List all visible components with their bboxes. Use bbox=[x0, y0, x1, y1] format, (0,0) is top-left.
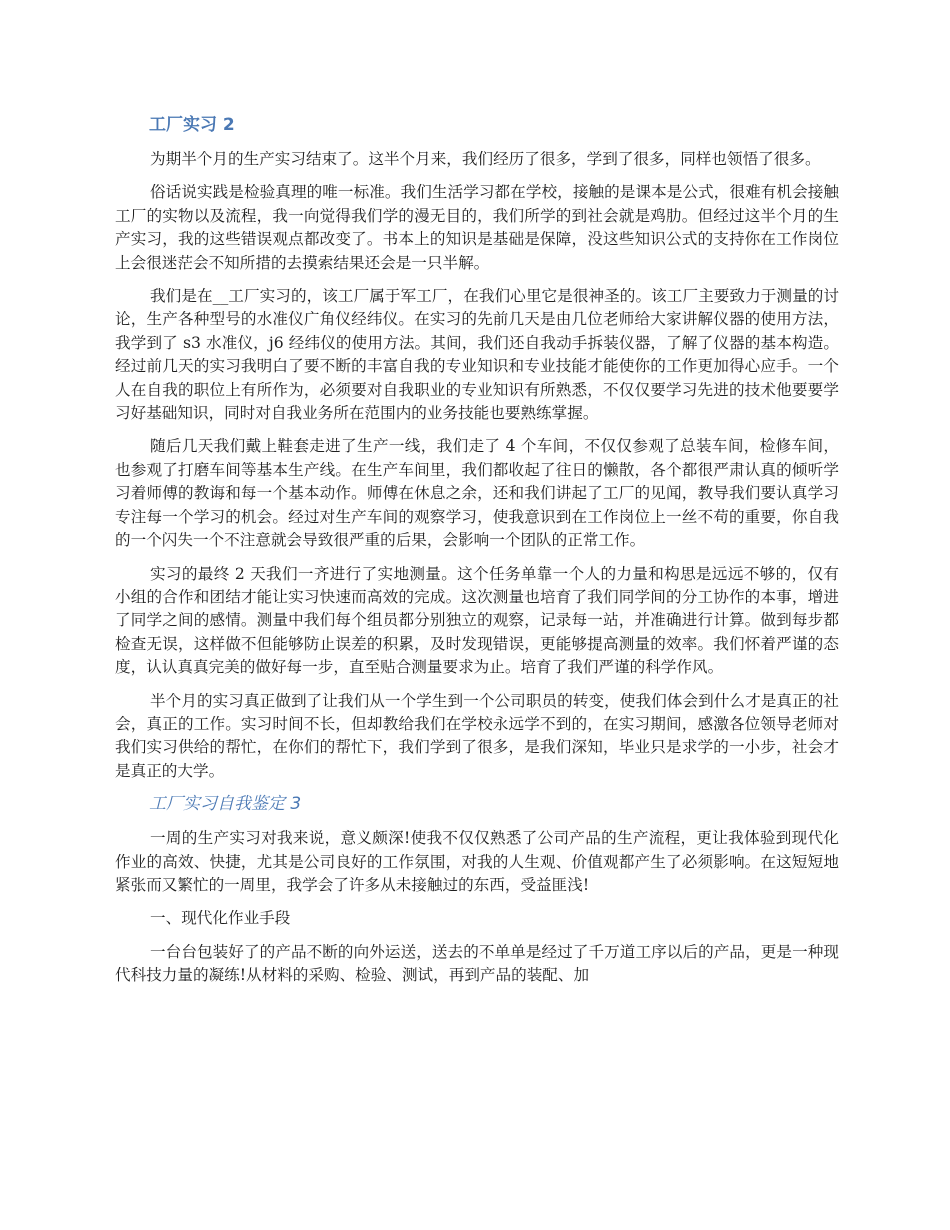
paragraph: 一台台包装好了的产品不断的向外运送，送去的不单单是经过了千万道工序以后的产品，更是一种现代科技力量的凝练!从材料的采购、检验、测试，再到产品的装配、加 bbox=[115, 942, 839, 985]
paragraph: 随后几天我们戴上鞋套走进了生产一线，我们走了 4 个车间，不仅仅参观了总装车间，检修车间，也参观了打磨车间等基本生产线。在生产车间里，我们都收起了往日的懒散，各个都很严肃认真的倾听学习着师傅的教诲和每一个基本动作。师傅在休息之余，还和我们讲起了工厂的见闻，教导我们要认真学习专注每一个学习的机会。经过对生产车间的观察学习，使我意识到在工作岗位上一丝不苟的重要，你自我的一个闪失一个不注意就会导致很严重的后果，会影响一个团队的正常工作。 bbox=[115, 437, 839, 550]
document-body bbox=[115, 108, 839, 988]
paragraph: 为期半个月的生产实习结束了。这半个月来，我们经历了很多，学到了很多，同样也领悟了很多。 bbox=[150, 150, 821, 168]
paragraph: 俗话说实践是检验真理的唯一标准。我们生活学习都在学校，接触的是课本是公式，很难有机会接触工厂的实物以及流程，我一向觉得我们学的漫无目的，我们所学的到社会就是鸡肋。但经过这半个月的生产实习，我的这些错误观点都改变了。书本上的知识是基础是保障，没这些知识公式的支持你在工作岗位上会很迷茫会不知所措的去摸索结果还会是一只半解。 bbox=[115, 183, 839, 272]
subheading-paragraph: 一、现代化作业手段 bbox=[150, 909, 291, 928]
section-heading-2: 工厂实习自我鉴定 3 bbox=[149, 794, 302, 815]
paragraph: 一周的生产实习对我来说，意义颇深!使我不仅仅熟悉了公司产品的生产流程，更让我体验到现代化作业的高效、快捷，尤其是公司良好的工作氛围，对我的人生观、价值观都产生了必须影响。在这短短地紧张而又繁忙的一周里，我学会了许多从未接触过的东西，受益匪浅! bbox=[115, 829, 839, 894]
section-heading-1: 工厂实习 2 bbox=[149, 115, 235, 135]
paragraph: 半个月的实习真正做到了让我们从一个学生到一个公司职员的转变，使我们体会到什么才是真正的社会，真正的工作。实习时间不长，但却教给我们在学校永远学不到的，在实习期间，感激各位领导老师对我们实习供给的帮忙，在你们的帮忙下，我们学到了很多，是我们深知，毕业只是求学的一小步，社会才是真正的大学。 bbox=[115, 691, 839, 780]
paragraph: 实习的最终 2 天我们一齐进行了实地测量。这个任务单靠一个人的力量和构思是远远不够的，仅有小组的合作和团结才能让实习快速而高效的完成。这次测量也培育了我们同学间的分工协作的本事，增进了同学之间的感情。测量中我们每个组员都分别独立的观察，记录每一站，并准确进行计算。做到每步都检查无误，这样做不但能够防止误差的积累，及时发现错误，更能够提高测量的效率。我们怀着严谨的态度，认认真真完美的做好每一步，直至贴合测量要求为止。培育了我们严谨的科学作风。 bbox=[115, 564, 839, 677]
paragraph: 我们是在__工厂实习的，该工厂属于军工厂，在我们心里它是很神圣的。该工厂主要致力于测量的讨论，生产各种型号的水准仪广角仪经纬仪。在实习的先前几天是由几位老师给大家讲解仪器的使用方法，我学到了 s3 水准仪，j6 经纬仪的使用方法。其间，我们还自我动手拆装仪器，了解了仪器的基本构造。经过前几天的实习我明白了要不断的丰富自我的专业知识和专业技能才能使你的工作更加得心应手。一个人在自我的职位上有所作为，必须要对自我职业的专业知识有所熟悉，不仅仅要学习先进的技术他要要学习好基础知识，同时对自我业务所在范围内的业务技能也要熟练掌握。 bbox=[115, 287, 839, 423]
